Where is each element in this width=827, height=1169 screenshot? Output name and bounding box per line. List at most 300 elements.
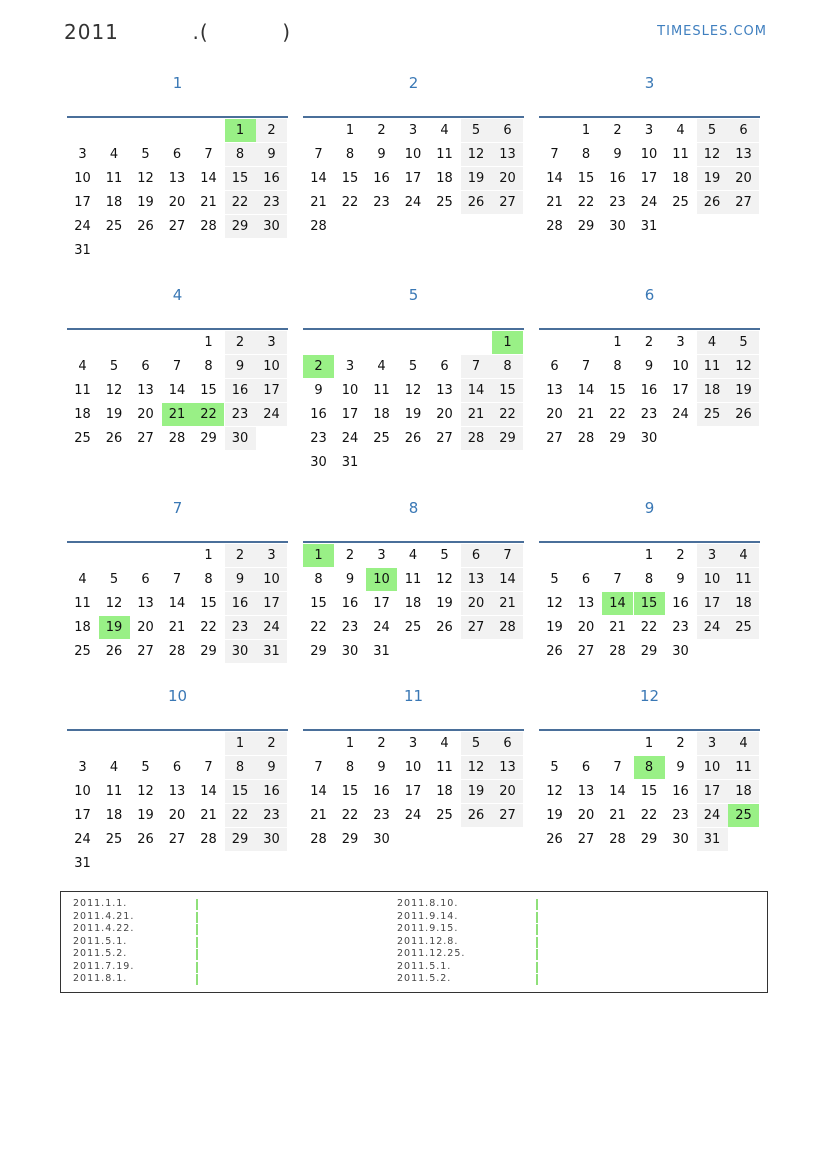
day-cell: 3 <box>676 335 685 350</box>
day-cell: 7 <box>172 572 182 587</box>
day-cell: 19 <box>728 379 759 402</box>
day-cell: 26 <box>137 219 154 234</box>
day-cell: 16 <box>609 171 626 186</box>
day-cell: 21 <box>310 808 327 823</box>
day-cell: 2 <box>256 119 287 142</box>
day-cell: 3 <box>345 359 355 374</box>
day-cell: 27 <box>168 832 186 847</box>
day-cell: 27 <box>492 804 523 827</box>
day-cell: 12 <box>697 143 728 166</box>
day-cell: 27 <box>137 431 154 446</box>
day-cell: 18 <box>105 808 123 823</box>
day-cell: 3 <box>377 548 386 563</box>
day-cell: 12 <box>546 596 563 611</box>
holiday-day-cell: 21 <box>162 403 193 426</box>
day-cell: 31 <box>341 455 359 470</box>
holiday-legend-item <box>73 961 134 974</box>
day-cell: 19 <box>546 620 563 635</box>
month-divider <box>303 116 524 118</box>
month-title: 1 <box>172 74 183 92</box>
day-cell: 11 <box>728 568 759 591</box>
day-cell: 2 <box>225 331 256 354</box>
day-cell: 15 <box>225 780 256 803</box>
day-cell: 18 <box>728 592 759 615</box>
day-cell: 4 <box>109 760 119 775</box>
day-cell: 25 <box>74 431 91 446</box>
day-cell: 13 <box>137 596 154 611</box>
day-cell: 27 <box>546 431 563 446</box>
day-cell: 16 <box>373 784 390 799</box>
page-title: 2011 .( ) <box>64 20 292 44</box>
day-cell: 1 <box>644 548 654 563</box>
day-cell: 18 <box>373 407 390 422</box>
day-cell: 26 <box>546 832 563 847</box>
day-cell: 9 <box>676 572 685 587</box>
day-cell: 14 <box>310 784 327 799</box>
day-cell: 31 <box>697 828 728 851</box>
day-cell: 1 <box>644 736 654 751</box>
day-cell: 3 <box>408 736 418 751</box>
day-cell: 17 <box>373 596 390 611</box>
day-cell: 28 <box>168 431 186 446</box>
day-cell: 2 <box>345 548 355 563</box>
day-cell: 10 <box>404 147 422 162</box>
day-cell: 8 <box>644 572 654 587</box>
day-cell: 20 <box>168 808 186 823</box>
day-cell: 4 <box>440 123 449 138</box>
day-cell: 16 <box>672 596 689 611</box>
day-cell: 19 <box>461 167 492 190</box>
day-cell: 11 <box>105 171 123 186</box>
holiday-legend-item <box>397 923 465 936</box>
day-cell: 21 <box>310 195 327 210</box>
day-cell: 15 <box>225 167 256 190</box>
day-cell: 11 <box>436 147 453 162</box>
day-cell: 10 <box>74 784 91 799</box>
day-cell: 23 <box>256 804 287 827</box>
day-cell: 29 <box>225 215 256 238</box>
day-cell: 6 <box>461 544 492 567</box>
month-divider <box>303 729 524 731</box>
day-cell: 7 <box>461 355 492 378</box>
day-cell: 8 <box>225 756 256 779</box>
holiday-color-marker <box>196 912 198 923</box>
day-cell: 2 <box>377 736 386 751</box>
day-cell: 24 <box>74 219 91 234</box>
day-cell: 28 <box>200 219 217 234</box>
day-cell: 11 <box>74 596 91 611</box>
day-cell: 14 <box>310 171 327 186</box>
day-cell: 18 <box>672 171 689 186</box>
holiday-day-cell: 14 <box>602 592 633 615</box>
holiday-date: 2011.4.22. <box>73 923 135 934</box>
day-cell: 6 <box>581 572 591 587</box>
day-cell: 13 <box>168 784 186 799</box>
day-cell: 25 <box>105 219 123 234</box>
month-divider <box>67 116 288 118</box>
day-cell: 12 <box>404 383 422 398</box>
day-cell: 23 <box>256 191 287 214</box>
day-cell: 5 <box>461 119 492 142</box>
day-cell: 20 <box>577 620 595 635</box>
day-cell: 11 <box>697 355 728 378</box>
day-cell: 10 <box>697 756 728 779</box>
holiday-legend-item <box>397 936 465 949</box>
day-cell: 17 <box>256 592 287 615</box>
day-cell: 9 <box>314 383 323 398</box>
day-cell: 6 <box>141 359 150 374</box>
day-cell: 12 <box>461 756 492 779</box>
month-divider <box>303 541 524 543</box>
month-title: 11 <box>403 687 424 705</box>
month-title: 12 <box>639 687 660 705</box>
day-cell: 30 <box>310 455 327 470</box>
holiday-date: 2011.12.8. <box>397 935 459 947</box>
day-cell: 22 <box>310 620 327 635</box>
month-divider <box>67 328 288 330</box>
day-cell: 15 <box>609 383 626 398</box>
day-cell: 22 <box>577 195 595 210</box>
day-cell: 7 <box>204 760 213 775</box>
day-cell: 17 <box>256 379 287 402</box>
day-cell: 15 <box>200 383 217 398</box>
day-cell: 23 <box>609 195 626 210</box>
day-cell: 15 <box>577 171 595 186</box>
day-cell: 8 <box>345 147 355 162</box>
day-cell: 15 <box>492 379 523 402</box>
day-cell: 25 <box>436 195 453 210</box>
day-cell: 29 <box>225 828 256 851</box>
day-cell: 20 <box>461 592 492 615</box>
day-cell: 9 <box>256 143 287 166</box>
day-cell: 29 <box>310 644 327 659</box>
day-cell: 16 <box>341 596 359 611</box>
day-cell: 17 <box>697 592 728 615</box>
holiday-color-marker <box>196 949 198 960</box>
day-cell: 15 <box>341 784 359 799</box>
day-cell: 1 <box>581 123 591 138</box>
day-cell: 25 <box>373 431 390 446</box>
day-cell: 29 <box>200 431 217 446</box>
site-brand-link[interactable]: TIMESLES.COM <box>657 24 767 39</box>
day-cell: 15 <box>200 596 217 611</box>
day-cell: 28 <box>200 832 217 847</box>
day-cell: 6 <box>728 119 759 142</box>
day-cell: 12 <box>728 355 759 378</box>
day-cell: 14 <box>461 379 492 402</box>
day-cell: 25 <box>672 195 689 210</box>
day-cell: 23 <box>373 195 390 210</box>
day-cell: 27 <box>168 219 186 234</box>
day-cell: 6 <box>492 119 523 142</box>
holiday-day-cell: 25 <box>728 804 759 827</box>
day-cell: 2 <box>225 544 256 567</box>
day-cell: 29 <box>640 644 658 659</box>
day-cell: 12 <box>105 383 123 398</box>
holiday-color-marker <box>536 899 538 910</box>
day-cell: 10 <box>404 760 422 775</box>
day-cell: 3 <box>408 123 418 138</box>
day-cell: 23 <box>225 403 256 426</box>
day-cell: 7 <box>550 147 559 162</box>
day-cell: 22 <box>225 804 256 827</box>
month-divider <box>303 328 524 330</box>
day-cell: 2 <box>613 123 622 138</box>
day-cell: 16 <box>640 383 658 398</box>
day-cell: 22 <box>200 620 217 635</box>
day-cell: 10 <box>640 147 658 162</box>
holiday-day-cell: 1 <box>303 544 334 567</box>
day-cell: 24 <box>672 407 689 422</box>
day-cell: 17 <box>74 195 91 210</box>
day-cell: 19 <box>461 780 492 803</box>
holiday-color-marker <box>536 937 538 948</box>
holiday-date: 2011.7.19. <box>73 960 135 972</box>
day-cell: 8 <box>314 572 323 587</box>
day-cell: 25 <box>697 403 728 426</box>
day-cell: 24 <box>341 431 359 446</box>
day-cell: 21 <box>609 808 626 823</box>
day-cell: 18 <box>74 620 91 635</box>
day-cell: 20 <box>728 167 759 190</box>
day-cell: 17 <box>697 780 728 803</box>
day-cell: 19 <box>436 596 453 611</box>
day-cell: 16 <box>672 784 689 799</box>
day-cell: 14 <box>577 383 595 398</box>
day-cell: 17 <box>672 383 689 398</box>
day-cell: 24 <box>697 804 728 827</box>
holiday-date: 2011.5.1. <box>397 960 452 972</box>
day-cell: 4 <box>728 732 759 755</box>
month-title: 6 <box>644 286 655 304</box>
day-cell: 6 <box>550 359 559 374</box>
holiday-date: 2011.4.21. <box>73 910 135 922</box>
day-cell: 17 <box>341 407 359 422</box>
day-cell: 6 <box>440 359 449 374</box>
day-cell: 18 <box>728 780 759 803</box>
day-cell: 3 <box>697 732 728 755</box>
day-cell: 4 <box>728 544 759 567</box>
month-title: 3 <box>644 74 655 92</box>
day-cell: 1 <box>225 732 256 755</box>
day-cell: 13 <box>461 568 492 591</box>
day-cell: 4 <box>109 147 119 162</box>
day-cell: 11 <box>74 383 91 398</box>
day-cell: 13 <box>546 383 563 398</box>
day-cell: 1 <box>613 335 622 350</box>
day-cell: 23 <box>672 620 689 635</box>
day-cell: 27 <box>577 644 595 659</box>
day-cell: 16 <box>225 379 256 402</box>
day-cell: 13 <box>436 383 453 398</box>
day-cell: 27 <box>436 431 453 446</box>
day-cell: 7 <box>613 572 622 587</box>
day-cell: 5 <box>109 572 119 587</box>
day-cell: 12 <box>546 784 563 799</box>
day-cell: 21 <box>577 407 595 422</box>
day-cell: 29 <box>577 219 595 234</box>
day-cell: 25 <box>74 644 91 659</box>
month-title: 7 <box>172 499 183 517</box>
day-cell: 18 <box>404 596 422 611</box>
holiday-color-marker <box>536 962 538 973</box>
day-cell: 24 <box>640 195 658 210</box>
holiday-date: 2011.9.15. <box>397 923 459 934</box>
day-cell: 9 <box>676 760 685 775</box>
holiday-color-marker <box>536 912 538 923</box>
month-divider <box>67 541 288 543</box>
day-cell: 25 <box>728 616 759 639</box>
day-cell: 14 <box>168 596 186 611</box>
day-cell: 22 <box>640 808 658 823</box>
day-cell: 11 <box>373 383 390 398</box>
day-cell: 19 <box>404 407 422 422</box>
day-cell: 16 <box>373 171 390 186</box>
day-cell: 5 <box>141 147 150 162</box>
holiday-date: 2011.8.10. <box>397 898 459 909</box>
holiday-legend-item <box>73 973 134 986</box>
day-cell: 6 <box>141 572 150 587</box>
day-cell: 30 <box>225 427 256 450</box>
day-cell: 30 <box>609 219 626 234</box>
day-cell: 9 <box>377 760 386 775</box>
month-divider <box>539 541 760 543</box>
day-cell: 8 <box>492 355 523 378</box>
day-cell: 20 <box>436 407 453 422</box>
day-cell: 12 <box>105 596 123 611</box>
day-cell: 28 <box>461 427 492 450</box>
day-cell: 31 <box>373 644 390 659</box>
day-cell: 3 <box>78 147 87 162</box>
holiday-color-marker <box>196 962 198 973</box>
day-cell: 9 <box>345 572 355 587</box>
month-divider <box>539 328 760 330</box>
day-cell: 14 <box>168 383 186 398</box>
holiday-date: 2011.5.2. <box>73 948 128 959</box>
month-divider <box>539 116 760 118</box>
day-cell: 4 <box>78 359 87 374</box>
day-cell: 4 <box>408 548 418 563</box>
holiday-day-cell: 10 <box>366 568 397 591</box>
day-cell: 2 <box>676 548 685 563</box>
day-cell: 27 <box>577 832 595 847</box>
month-divider <box>67 729 288 731</box>
day-cell: 5 <box>728 331 759 354</box>
day-cell: 26 <box>461 804 492 827</box>
day-cell: 24 <box>404 808 422 823</box>
day-cell: 26 <box>546 644 563 659</box>
day-cell: 12 <box>436 572 453 587</box>
day-cell: 29 <box>200 644 217 659</box>
month-title: 9 <box>644 499 655 517</box>
day-cell: 25 <box>436 808 453 823</box>
holiday-color-marker <box>196 937 198 948</box>
month-title: 8 <box>408 499 419 517</box>
day-cell: 27 <box>728 191 759 214</box>
day-cell: 21 <box>461 403 492 426</box>
day-cell: 5 <box>141 760 150 775</box>
day-cell: 17 <box>404 784 422 799</box>
day-cell: 7 <box>204 147 213 162</box>
holiday-legend-left-column <box>73 898 134 986</box>
holiday-legend-item <box>397 973 465 986</box>
day-cell: 11 <box>436 760 453 775</box>
day-cell: 12 <box>461 143 492 166</box>
holiday-legend-item <box>73 923 134 936</box>
day-cell: 22 <box>341 808 359 823</box>
day-cell: 7 <box>314 147 323 162</box>
day-cell: 8 <box>204 359 213 374</box>
day-cell: 14 <box>546 171 563 186</box>
day-cell: 22 <box>341 195 359 210</box>
day-cell: 28 <box>168 644 186 659</box>
holiday-color-marker <box>536 949 538 960</box>
holiday-day-cell: 15 <box>634 592 665 615</box>
day-cell: 11 <box>672 147 689 162</box>
day-cell: 19 <box>697 167 728 190</box>
day-cell: 22 <box>640 620 658 635</box>
day-cell: 28 <box>492 616 523 639</box>
day-cell: 7 <box>314 760 323 775</box>
day-cell: 21 <box>200 195 217 210</box>
day-cell: 30 <box>256 215 287 238</box>
day-cell: 5 <box>697 119 728 142</box>
day-cell: 16 <box>310 407 327 422</box>
day-cell: 30 <box>256 828 287 851</box>
day-cell: 3 <box>697 544 728 567</box>
day-cell: 21 <box>168 620 186 635</box>
day-cell: 21 <box>546 195 563 210</box>
day-cell: 28 <box>310 219 327 234</box>
holiday-day-cell: 1 <box>492 331 523 354</box>
holiday-day-cell: 8 <box>634 756 665 779</box>
holiday-date: 2011.1.1. <box>73 898 128 909</box>
holiday-legend-item <box>73 936 134 949</box>
day-cell: 27 <box>137 644 154 659</box>
day-cell: 10 <box>256 568 287 591</box>
day-cell: 30 <box>225 640 256 663</box>
day-cell: 20 <box>168 195 186 210</box>
month-divider <box>539 729 760 731</box>
day-cell: 10 <box>74 171 91 186</box>
day-cell: 7 <box>581 359 591 374</box>
day-cell: 15 <box>310 596 327 611</box>
day-cell: 3 <box>78 760 87 775</box>
day-cell: 1 <box>204 335 213 350</box>
day-cell: 28 <box>577 431 595 446</box>
day-cell: 1 <box>345 123 355 138</box>
holiday-color-marker <box>196 899 198 910</box>
day-cell: 30 <box>373 832 390 847</box>
day-cell: 5 <box>408 359 418 374</box>
day-cell: 28 <box>310 832 327 847</box>
day-cell: 3 <box>256 544 287 567</box>
day-cell: 23 <box>640 407 658 422</box>
holiday-color-marker <box>536 974 538 985</box>
holiday-color-marker <box>196 974 198 985</box>
day-cell: 1 <box>204 548 213 563</box>
day-cell: 27 <box>461 616 492 639</box>
day-cell: 26 <box>436 620 453 635</box>
day-cell: 20 <box>492 167 523 190</box>
day-cell: 31 <box>74 243 91 258</box>
day-cell: 30 <box>341 644 359 659</box>
day-cell: 13 <box>577 784 595 799</box>
day-cell: 4 <box>377 359 386 374</box>
month-title: 10 <box>167 687 188 705</box>
day-cell: 23 <box>341 620 359 635</box>
day-cell: 31 <box>256 640 287 663</box>
